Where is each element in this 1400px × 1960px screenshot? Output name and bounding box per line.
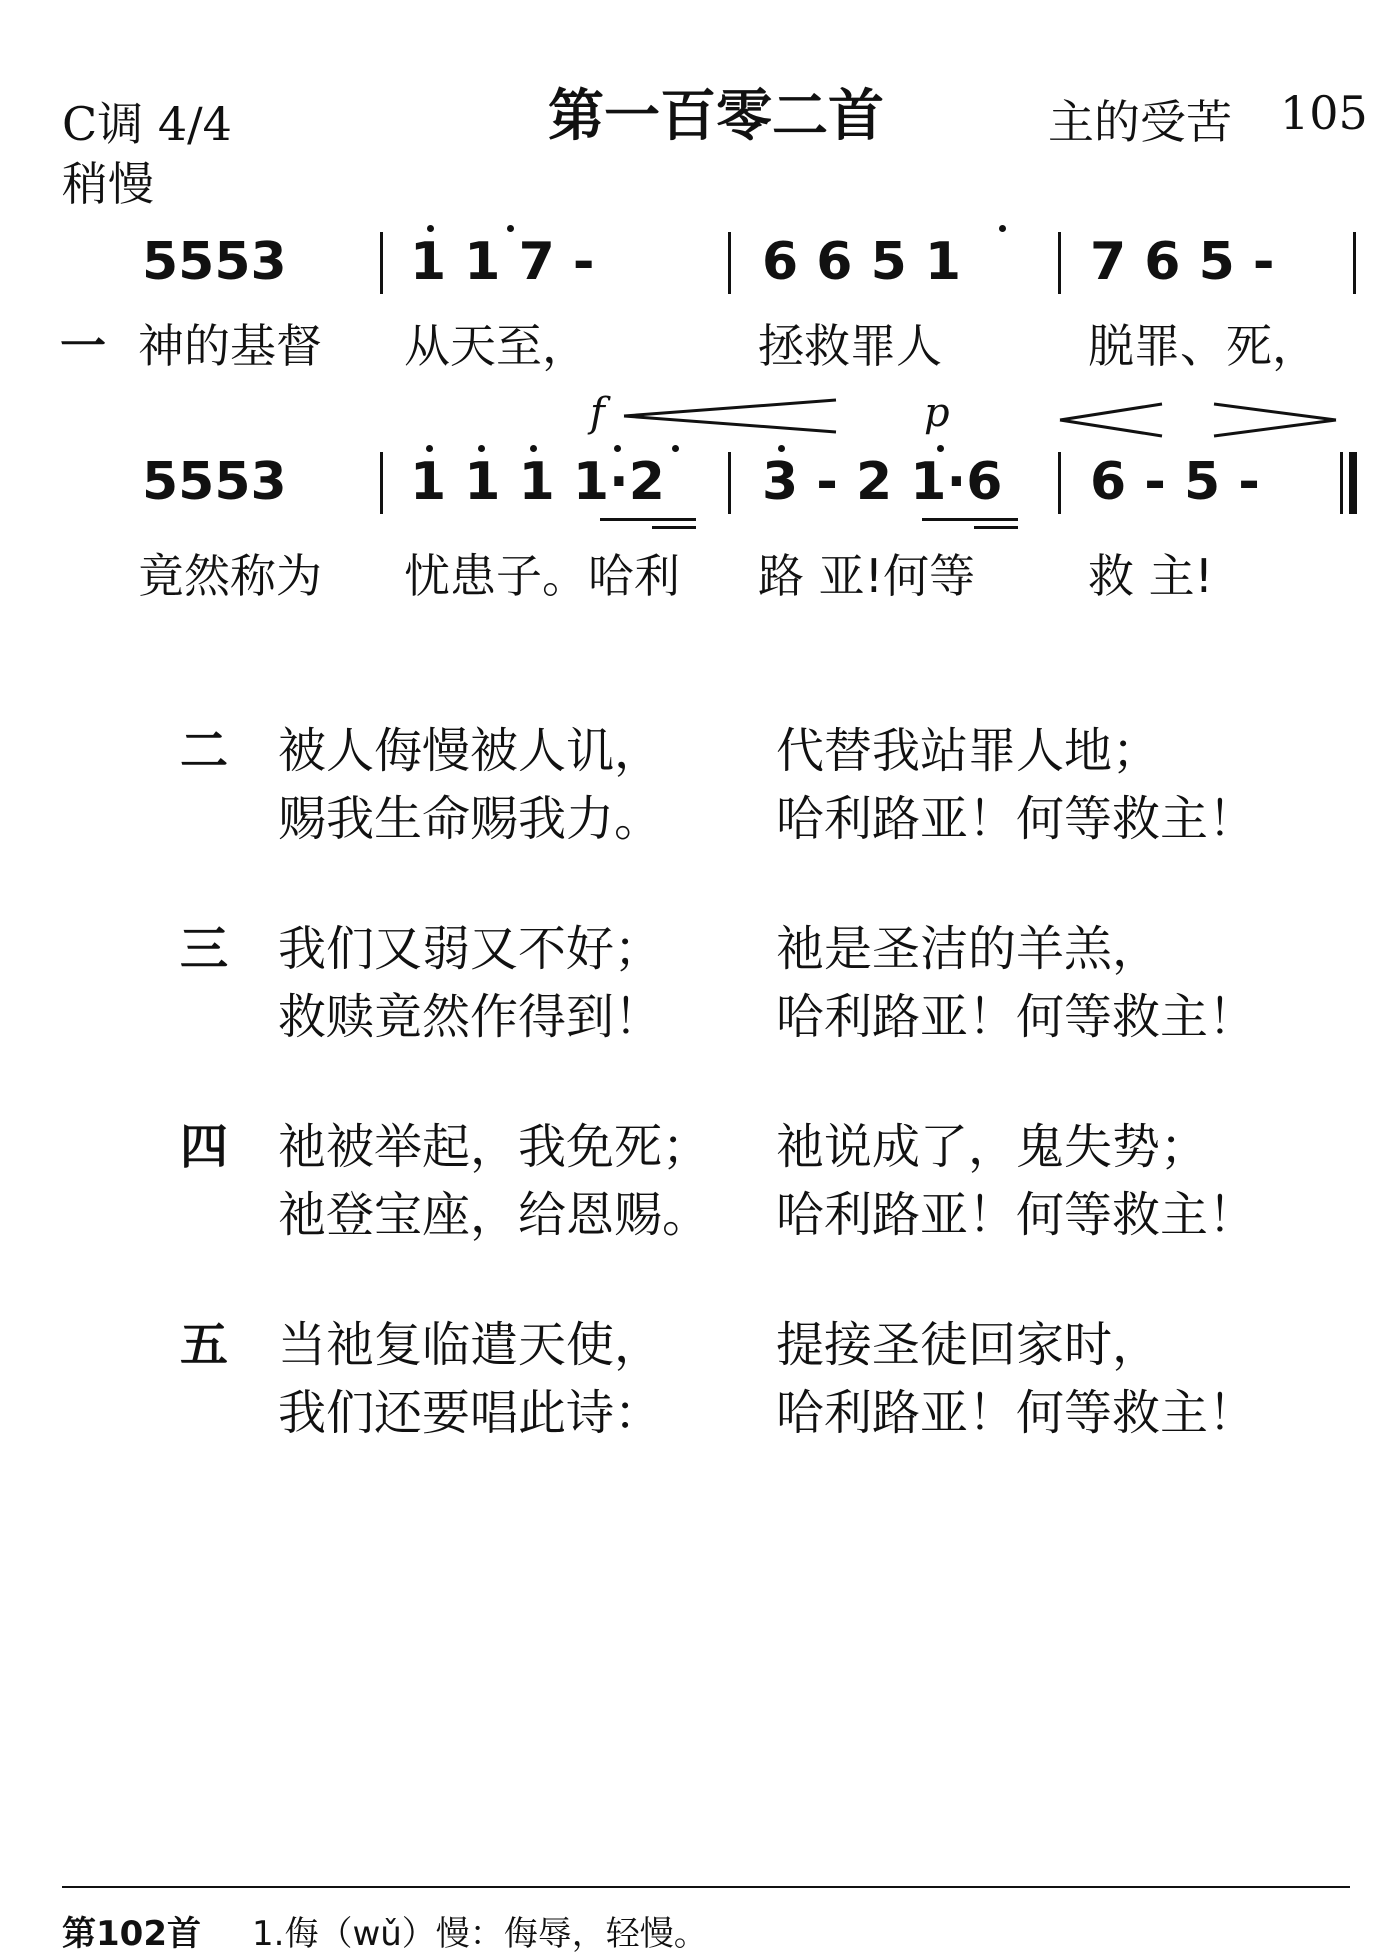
measure-3-notes: 6 6 5 1 bbox=[762, 232, 962, 292]
hymn-title: 第一百零二首 bbox=[548, 84, 884, 149]
footnote-ref: 第102首 bbox=[62, 1914, 201, 1954]
measure-4-notes: 7 6 5 - bbox=[1090, 232, 1275, 292]
lyric-phrase: 神的基督 bbox=[138, 319, 322, 373]
octave-dot bbox=[478, 445, 485, 452]
verse-line: 被人侮慢被人讥， bbox=[278, 723, 663, 779]
barline bbox=[728, 232, 731, 294]
tempo-marking: 稍慢 bbox=[62, 157, 154, 211]
barline bbox=[1058, 452, 1061, 514]
piano-marking: p bbox=[924, 390, 950, 436]
measure-2-notes: 1 1 7 - bbox=[410, 232, 595, 292]
verse-number-1: 一 bbox=[60, 319, 106, 373]
verse-number: 四 bbox=[180, 1119, 229, 1175]
measure-7-notes: 3 - 2 1·6 bbox=[762, 452, 1003, 512]
verse-line: 哈利路亚！何等救主！ bbox=[776, 989, 1257, 1045]
final-barline-thick bbox=[1349, 452, 1357, 514]
octave-dot bbox=[530, 445, 537, 452]
lyric-phrase: 竟然称为 bbox=[138, 549, 322, 603]
measure-6-notes: 1 1 1 1·2 bbox=[410, 452, 665, 512]
verse-line: 代替我站罪人地； bbox=[776, 723, 1161, 779]
octave-dot bbox=[507, 225, 514, 232]
barline bbox=[380, 452, 383, 514]
footnote-divider bbox=[62, 1886, 1350, 1888]
final-barline-thin bbox=[1340, 452, 1343, 514]
measure-8-notes: 6 - 5 - bbox=[1090, 452, 1260, 512]
beam-underline bbox=[922, 518, 1018, 521]
measure-5-notes: 5553 bbox=[142, 452, 287, 512]
page-number: 105 bbox=[1280, 86, 1368, 140]
octave-dot bbox=[672, 445, 679, 452]
verse-number: 三 bbox=[180, 921, 229, 977]
lyric-phrase: 拯救罪人 bbox=[758, 319, 942, 373]
verse-line: 祂是圣洁的羊羔， bbox=[776, 921, 1161, 977]
footnote-text: 1.侮（wǔ）慢：侮辱，轻慢。 bbox=[252, 1914, 708, 1954]
verse-line: 祂登宝座，给恩赐。 bbox=[278, 1187, 711, 1243]
octave-dot bbox=[778, 445, 785, 452]
measure-1-notes: 5553 bbox=[142, 232, 287, 292]
key-meter: C调 4/4 bbox=[62, 97, 232, 151]
barline bbox=[1058, 232, 1061, 294]
verse-number: 二 bbox=[180, 723, 229, 779]
beam-underline bbox=[974, 526, 1018, 529]
lyric-phrase: 从天至， bbox=[404, 319, 588, 373]
verse-line: 祂被举起，我免死； bbox=[278, 1119, 711, 1175]
lyric-phrase: 忧患子。哈利 bbox=[404, 549, 680, 603]
verse-line: 提接圣徒回家时， bbox=[776, 1317, 1161, 1373]
barline bbox=[1353, 232, 1356, 294]
lyric-phrase: 救 主! bbox=[1088, 549, 1214, 603]
decrescendo-hairpin bbox=[1210, 400, 1340, 440]
octave-dot bbox=[999, 225, 1006, 232]
verse-line: 我们又弱又不好； bbox=[278, 921, 663, 977]
octave-dot bbox=[937, 445, 944, 452]
beam-underline bbox=[600, 518, 696, 521]
beam-underline bbox=[652, 526, 696, 529]
octave-dot bbox=[427, 225, 434, 232]
lyric-phrase: 脱罪、死， bbox=[1088, 319, 1318, 373]
octave-dot bbox=[614, 445, 621, 452]
verse-number: 五 bbox=[180, 1317, 229, 1373]
lyric-phrase: 路 亚!何等 bbox=[758, 549, 976, 603]
crescendo-hairpin bbox=[1056, 400, 1166, 440]
forte-marking: f bbox=[590, 390, 605, 436]
verse-line: 祂说成了，鬼失势； bbox=[776, 1119, 1209, 1175]
verse-line: 当祂复临遣天使， bbox=[278, 1317, 663, 1373]
barline bbox=[728, 452, 731, 514]
verse-line: 哈利路亚！何等救主！ bbox=[776, 1187, 1257, 1243]
verse-line: 赐我生命赐我力。 bbox=[278, 791, 663, 847]
verse-line: 我们还要唱此诗： bbox=[278, 1385, 663, 1441]
verse-line: 哈利路亚！何等救主！ bbox=[776, 791, 1257, 847]
section-name: 主的受苦 bbox=[1048, 95, 1232, 149]
decrescendo-hairpin bbox=[620, 396, 840, 436]
barline bbox=[380, 232, 383, 294]
verse-line: 哈利路亚！何等救主！ bbox=[776, 1385, 1257, 1441]
octave-dot bbox=[426, 445, 433, 452]
verse-line: 救赎竟然作得到！ bbox=[278, 989, 663, 1045]
